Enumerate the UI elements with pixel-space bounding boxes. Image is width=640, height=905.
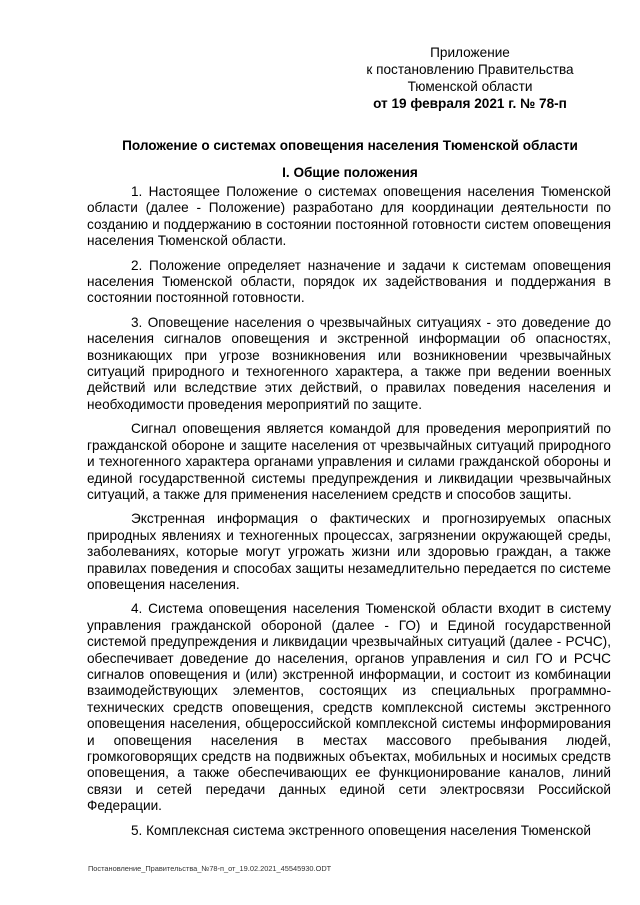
appendix-date-number: от 19 февраля 2021 г. № 78-п — [373, 96, 567, 111]
document-body — [87, 184, 611, 847]
appendix-header — [340, 44, 600, 112]
appendix-reference: к постановлению Правительства — [366, 62, 574, 77]
document-title: Положение о системах оповещения населения Тюменской области — [122, 138, 578, 153]
paragraph-4: 4. Система оповещения населения Тюменской области входит в систему управления гражданской обороной (далее - ГО) и Единой государственной системой предупреждения и ликвидации чрезвычайных ситуаций (далее - РСЧС), обеспечивает доведение до населения, органов управления и сил ГО и РСЧС сигналов оповещения и (или) экстренной информации, и состоит из комбинации взаимодействующих элементов, состоящих из специальных программно-технических средств оповещения, средств комплексной системы экстренного оповещения населения, общероссийской комплексной системы информирования и оповещения населения в местах массового пребывания людей, громкоговорящих средств на подвижных объектах, мобильных и носимых средств оповещения, а также обеспечивающих ее функционирование каналов, линий связи и сетей передачи данных единой сети электросвязи Российской Федерации. — [87, 601, 611, 814]
appendix-label: Приложение — [430, 45, 510, 60]
paragraph-3-signal: Сигнал оповещения является командой для проведения мероприятий по гражданской обороне и защите населения от чрезвычайных ситуаций природного и техногенного характера органами управления и силами гражданской обороны и единой государственной системы предупреждения и ликвидации чрезвычайных ситуаций, а также для применения населением средств и способов защиты. — [87, 421, 611, 502]
paragraph-3: 3. Оповещение населения о чрезвычайных ситуациях - это доведение до населения сигналов оповещения и экстренной информации об опасностях, возникающих при угрозе возникновения или возникновении чрезвычайных ситуаций природного и техногенного характера, а также при ведении военных действий или вследствие этих действий, о правилах поведения населения и необходимости проведения мероприятий по защите. — [87, 314, 611, 412]
paragraph-1: 1. Настоящее Положение о системах оповещения населения Тюменской области (далее - Положение) разработано для координации деятельности по созданию и поддержанию в состоянии постоянной готовности систем оповещения населения Тюменской области. — [87, 184, 611, 249]
appendix-region: Тюменской области — [407, 79, 533, 94]
paragraph-2: 2. Положение определяет назначение и задачи к системам оповещения населения Тюменской области, порядок их задействования и поддержания в состоянии постоянной готовности. — [87, 257, 611, 306]
paragraph-5: 5. Комплексная система экстренного оповещения населения Тюменской — [131, 822, 592, 838]
file-footer: Постановление_Правительства_№78-п_от_19.02.2021_45545930.ODT — [88, 864, 332, 873]
section-heading: I. Общие положения — [282, 165, 418, 180]
paragraph-3-emergency-info: Экстренная информация о фактических и прогнозируемых опасных природных явлениях и техногенных процессах, загрязнении окружающей среды, заболеваниях, которые могут угрожать жизни или здоровью граждан, а также правилах поведения и способах защиты незамедлительно передается по системе оповещения населения. — [87, 511, 611, 592]
